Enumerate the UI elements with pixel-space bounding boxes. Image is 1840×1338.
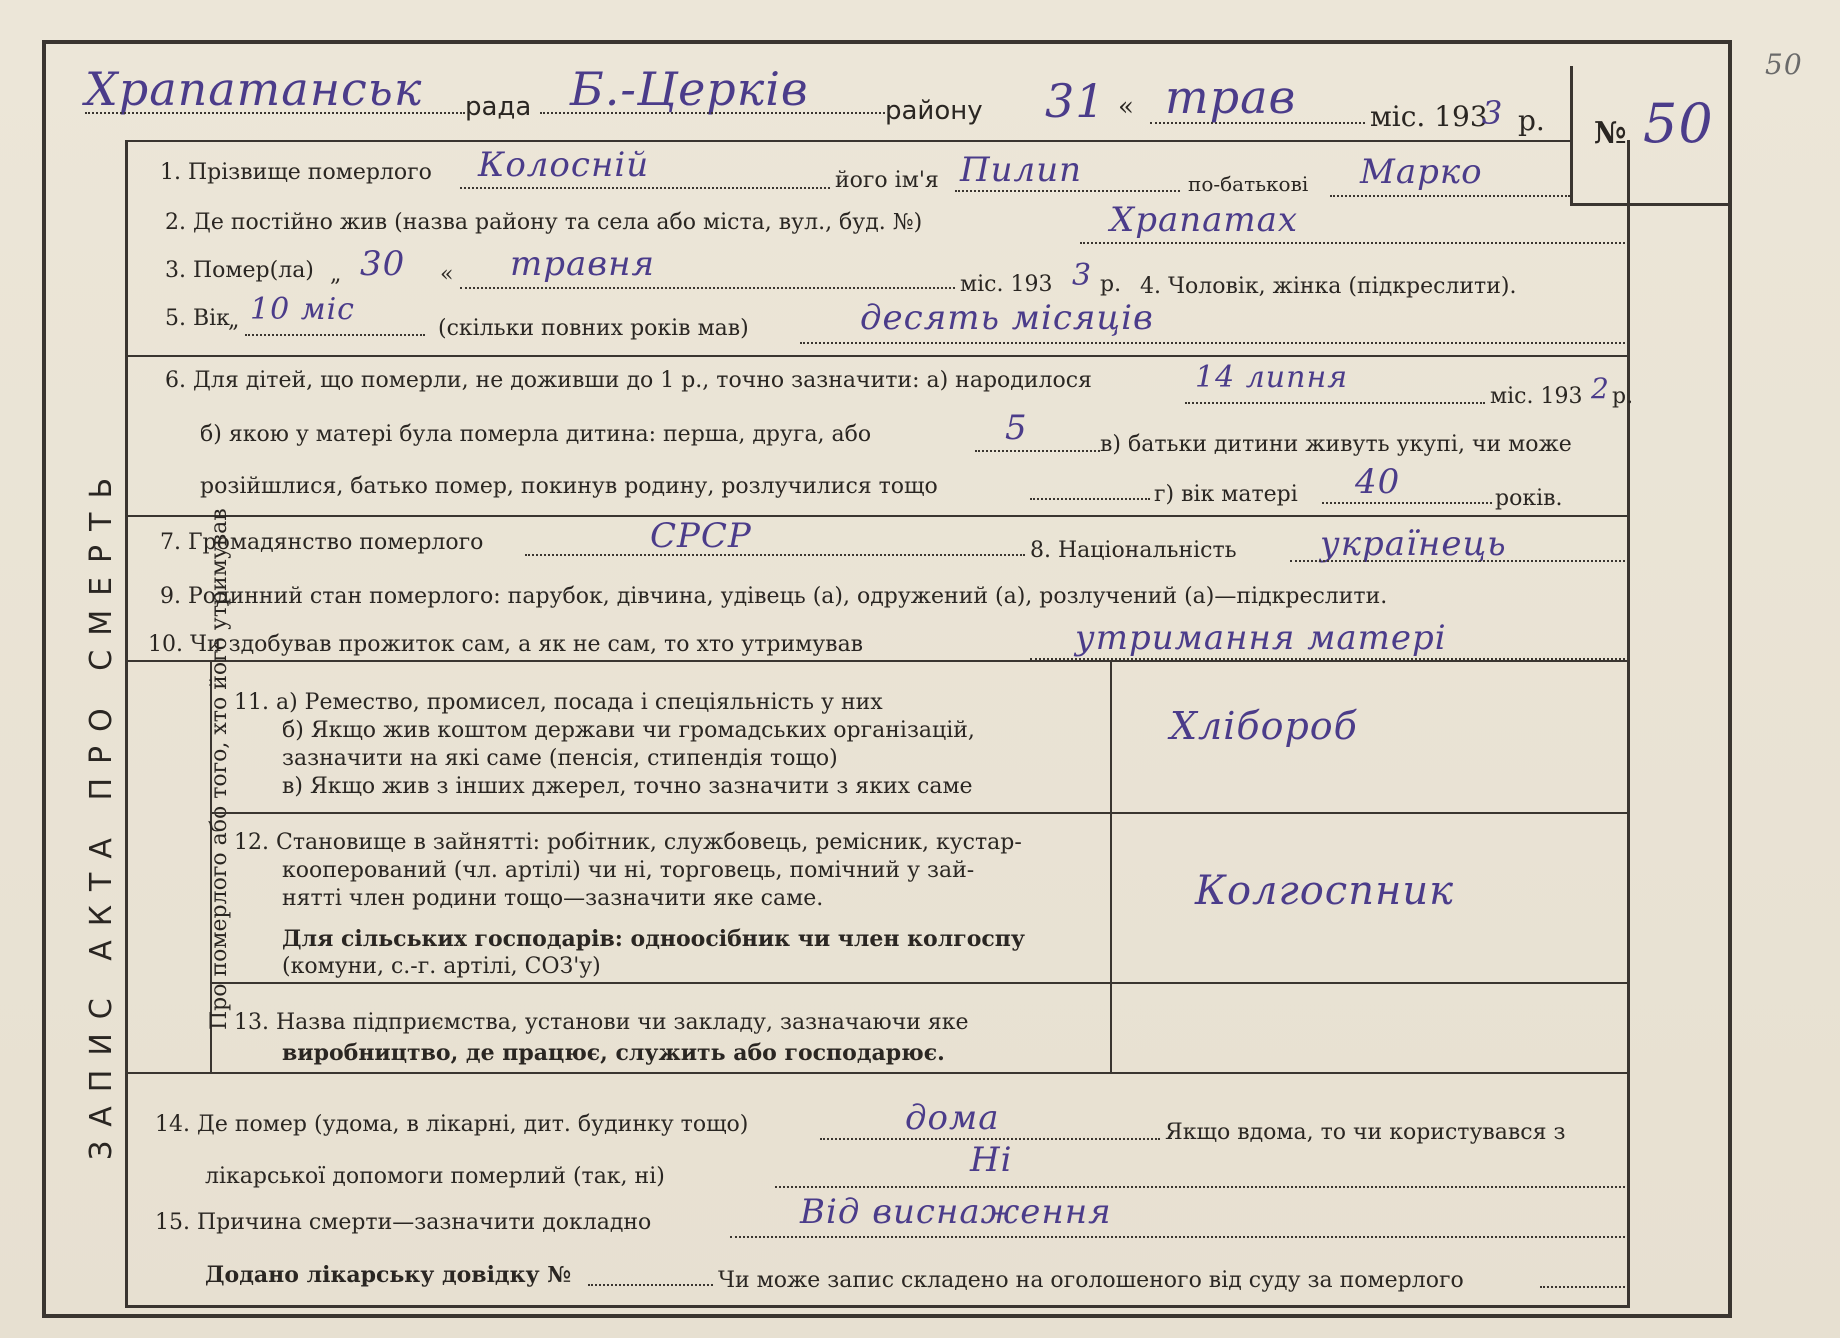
council-word: рада xyxy=(465,92,532,122)
header-year-suffix: р. xyxy=(1518,104,1545,137)
record-number: 50 xyxy=(1643,92,1714,155)
f5-value: 10 міс xyxy=(250,292,355,327)
f11-b2: зазначити на які саме (пенсія, стипендія тощо) xyxy=(282,746,838,771)
header-divider xyxy=(125,140,1570,142)
council-handwritten: Храпатанськ xyxy=(85,62,423,116)
f7-label: 7. Громадянство померлого xyxy=(160,530,484,555)
f15-value: Від виснаження xyxy=(800,1192,1112,1232)
f13-a: 13. Назва підприємства, установи чи закладу, зазначаючи яке xyxy=(234,1010,969,1035)
f6-order: 5 xyxy=(1005,408,1028,448)
f1-name-line xyxy=(955,190,1180,192)
side-title: ЗАПИС АКТА ПРО СМЕРТЬ xyxy=(84,463,119,1160)
f6-line3b: г) вік матері xyxy=(1154,482,1298,507)
f6-years: років. xyxy=(1495,486,1563,511)
f14-line2: лікарської допомоги померлий (так, ні) xyxy=(205,1164,665,1189)
district-word: району xyxy=(885,96,983,126)
f6-age-line xyxy=(1322,502,1492,504)
district-handwritten: Б.-Церків xyxy=(570,62,809,116)
f12-value: Колгоспник xyxy=(1195,868,1454,914)
f1-label: 1. Прізвище померлого xyxy=(160,160,432,185)
divider-after-11 xyxy=(210,812,1630,814)
f11-c: в) Якщо жив з інших джерел, точно зазначити з яких саме xyxy=(282,774,973,799)
f5-extra: десять місяців xyxy=(860,298,1154,338)
court-line xyxy=(1540,1286,1625,1288)
f14-tail: Якщо вдома, то чи користувався з xyxy=(1165,1120,1566,1145)
f8-value: українець xyxy=(1320,524,1507,564)
f13-b: виробництво, де працює, служить або господарює. xyxy=(282,1040,945,1066)
f1-name: Пилип xyxy=(960,150,1082,190)
f3-quote-open: „ xyxy=(330,262,342,287)
f6-line2b: в) батьки дитини живуть укупі, чи може xyxy=(1100,432,1572,457)
f12-d: Для сільських господарів: одноосібник чи член колгоспу xyxy=(282,926,1025,952)
divider-after-6 xyxy=(125,515,1630,517)
header-year-digit: 3 xyxy=(1482,94,1504,132)
f6-year-label: міс. 193 xyxy=(1490,384,1583,409)
council-line xyxy=(85,112,465,114)
f5-label: 5. Вік xyxy=(165,306,230,331)
header-month-word: міс. 193 xyxy=(1370,100,1488,133)
f2-value: Храпатах xyxy=(1110,200,1299,240)
f5-line xyxy=(245,334,425,336)
f1-name-label: його ім'я xyxy=(835,168,939,193)
f3-year-label: міс. 193 xyxy=(960,272,1053,297)
f12-e: (комуни, с.-г. артілі, СОЗ'у) xyxy=(282,954,601,979)
f15-line xyxy=(730,1236,1625,1238)
divider-after-13 xyxy=(125,1072,1630,1074)
f6-year-suffix: р. xyxy=(1612,384,1634,409)
f8-line xyxy=(1290,560,1625,562)
f1-surname-line xyxy=(460,187,830,189)
f3-quote-close: « xyxy=(440,262,454,287)
f3-label: 3. Помер(ла) xyxy=(165,258,314,283)
f14-label: 14. Де помер (удома, в лікарні, дит. будинку тощо) xyxy=(155,1112,749,1137)
f10-value: утримання матері xyxy=(1075,618,1447,658)
f4-label: 4. Чоловік, жінка (підкреслити). xyxy=(1140,274,1517,299)
f11-b: б) Якщо жив коштом держави чи громадських організацій, xyxy=(282,718,975,743)
value-column-divider xyxy=(1110,660,1112,1072)
f6-line3: розійшлися, батько помер, покинув родину, розлучилися тощо xyxy=(200,474,938,499)
f5-quote: „ xyxy=(228,308,240,333)
f14-answer: Ні xyxy=(970,1140,1013,1180)
f10-label: 10. Чи здобував прожиток сам, а як не сам, то хто утримував xyxy=(148,632,864,657)
f2-label: 2. Де постійно жив (назва району та села або міста, вул., буд. №) xyxy=(165,210,923,235)
number-prefix: № xyxy=(1594,116,1627,151)
f1-patronymic-label: по-батькові xyxy=(1188,172,1309,196)
f3-day: 30 xyxy=(360,244,406,284)
f6-order-line xyxy=(975,450,1100,452)
attach-label: Додано лікарську довідку № xyxy=(205,1262,572,1288)
f1-patronymic: Марко xyxy=(1360,152,1483,192)
divider-after-5 xyxy=(125,355,1630,357)
district-line xyxy=(540,112,885,114)
f11-a: 11. а) Ремество, промисел, посада і спеціяльність у них xyxy=(234,690,883,715)
f1-patronymic-line xyxy=(1330,195,1570,197)
f5-extra-line xyxy=(800,342,1625,344)
header-month: трав xyxy=(1165,70,1297,124)
court-label: Чи може запис складено на оголошеного від суду за померлого xyxy=(718,1268,1464,1293)
f7-value: СРСР xyxy=(650,516,752,556)
f3-year-digit: 3 xyxy=(1072,258,1093,293)
f15-label: 15. Причина смерти—зазначити докладно xyxy=(155,1210,652,1235)
month-line xyxy=(1150,122,1365,124)
f3-month: травня xyxy=(510,244,655,284)
f6-mother-age: 40 xyxy=(1355,462,1401,502)
f6-year-digit: 2 xyxy=(1591,372,1610,405)
f6-born: 14 липня xyxy=(1195,360,1349,395)
f6-line2: б) якою у матері була померла дитина: перша, друга, або xyxy=(200,422,872,447)
f11-value: Хлібороб xyxy=(1170,704,1358,748)
f6-line1: 6. Для дітей, що померли, не доживши до 1 р., точно зазначити: а) народилося xyxy=(165,368,1092,393)
corner-mark: 50 xyxy=(1765,48,1803,81)
f3-month-line xyxy=(460,287,955,289)
side-block-label: Про померлого або того, хто його утримував xyxy=(207,508,232,1030)
f6-born-line xyxy=(1185,402,1485,404)
divider-after-10 xyxy=(125,660,1630,662)
divider-after-12 xyxy=(210,982,1630,984)
f2-line xyxy=(1080,242,1625,244)
header-day: 31 xyxy=(1045,74,1106,128)
f12-a: 12. Становище в зайнятті: робітник, службовець, ремісник, кустар- xyxy=(234,830,1022,855)
f14-value: дома xyxy=(905,1098,1000,1138)
f9-label: 9. Родинний стан померлого: парубок, дівчина, удівець (а), одружений (а), розлучений (а)—підкреслити. xyxy=(160,584,1388,609)
f14-answer-line xyxy=(775,1186,1625,1188)
attach-line xyxy=(588,1284,713,1286)
f8-label: 8. Національність xyxy=(1030,538,1237,563)
header-quote: « xyxy=(1118,92,1134,122)
f7-line xyxy=(525,554,1025,556)
f5-hint: (скільки повних років мав) xyxy=(438,316,749,341)
f1-surname: Колосній xyxy=(478,145,650,185)
f12-c: нятті член родини тощо—зазначити яке саме. xyxy=(282,886,824,911)
f6-line3-dash xyxy=(1030,498,1150,500)
f12-b: кооперований (чл. артілі) чи ні, торговець, помічний у зай- xyxy=(282,858,975,883)
f3-year-suffix: р. xyxy=(1100,272,1122,297)
